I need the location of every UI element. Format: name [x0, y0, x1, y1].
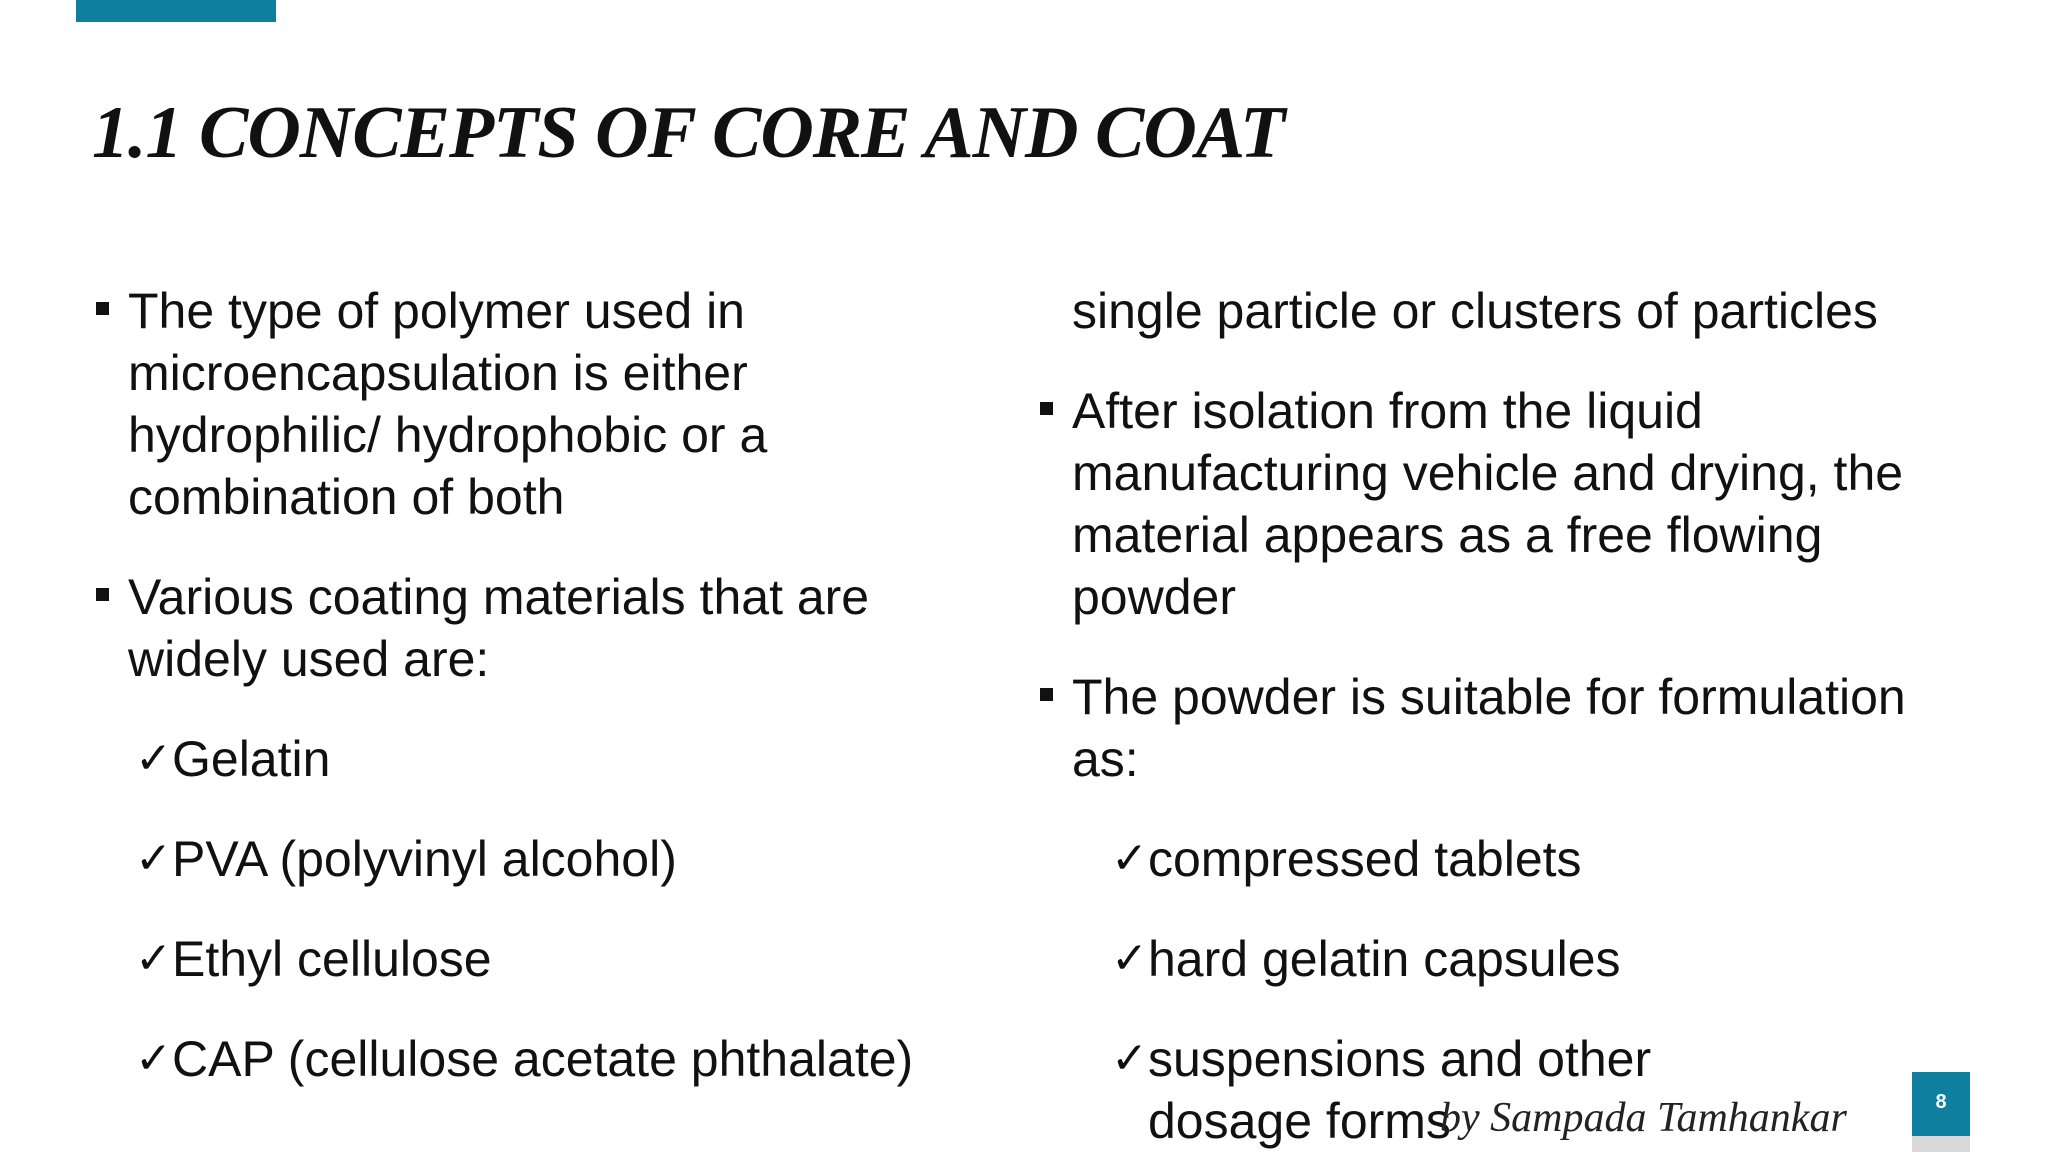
bullet-text: The type of polymer used in microencapsulation is either hydrophilic/ hydrophobic or a combination of both [128, 283, 768, 525]
bullet-item [96, 280, 996, 528]
left-column [96, 280, 996, 1128]
author-credit: by Sampada Tamhankar [1440, 1095, 1847, 1141]
bullet-text: Various coating materials that are widely used are: [128, 569, 870, 687]
continued-text: single particle or clusters of particles [1072, 283, 1878, 339]
bullet-item [96, 566, 996, 690]
bullet-item [1040, 666, 1960, 790]
checklist-item: ✓ compressed tablets [1111, 831, 1582, 887]
checklist-text: suspensions and other dosage forms [1148, 1031, 1652, 1149]
checklist-text: hard gelatin capsules [1148, 931, 1621, 987]
checklist-item: ✓ suspensions and other dosage forms [1040, 1028, 1960, 1152]
checklist-text: compressed tablets [1148, 831, 1582, 887]
slide-title: 1.1 CONCEPTS OF CORE AND COAT [92, 92, 1285, 174]
checklist-item: ✓ CAP (cellulose acetate phthalate) [135, 1031, 914, 1087]
square-bullet-icon [96, 588, 109, 601]
bullet-text: After isolation from the liquid manufacturing vehicle and drying, the material appears as a free flowing powder [1072, 383, 1904, 625]
checklist-item: ✓ hard gelatin capsules [1111, 931, 1621, 987]
bullet-text: The powder is suitable for formulation as: [1072, 669, 1906, 787]
checklist-item: ✓ Ethyl cellulose [135, 931, 492, 987]
right-column [1040, 280, 1960, 1152]
square-bullet-icon [1040, 688, 1053, 701]
checklist-text: Ethyl cellulose [172, 931, 492, 987]
checklist-text: PVA (polyvinyl alcohol) [172, 831, 677, 887]
checklist-text: Gelatin [172, 731, 331, 787]
page-badge-shadow [1912, 1136, 1970, 1152]
checklist-text: CAP (cellulose acetate phthalate) [172, 1031, 914, 1087]
square-bullet-icon [96, 302, 109, 315]
checklist-item: ✓ PVA (polyvinyl alcohol) [135, 831, 677, 887]
square-bullet-icon [1040, 402, 1053, 415]
page-number-badge: 8 [1912, 1072, 1970, 1136]
bullet-item [1040, 380, 1960, 628]
top-accent-bar [76, 0, 276, 22]
checklist-item: ✓ Gelatin [135, 731, 331, 787]
